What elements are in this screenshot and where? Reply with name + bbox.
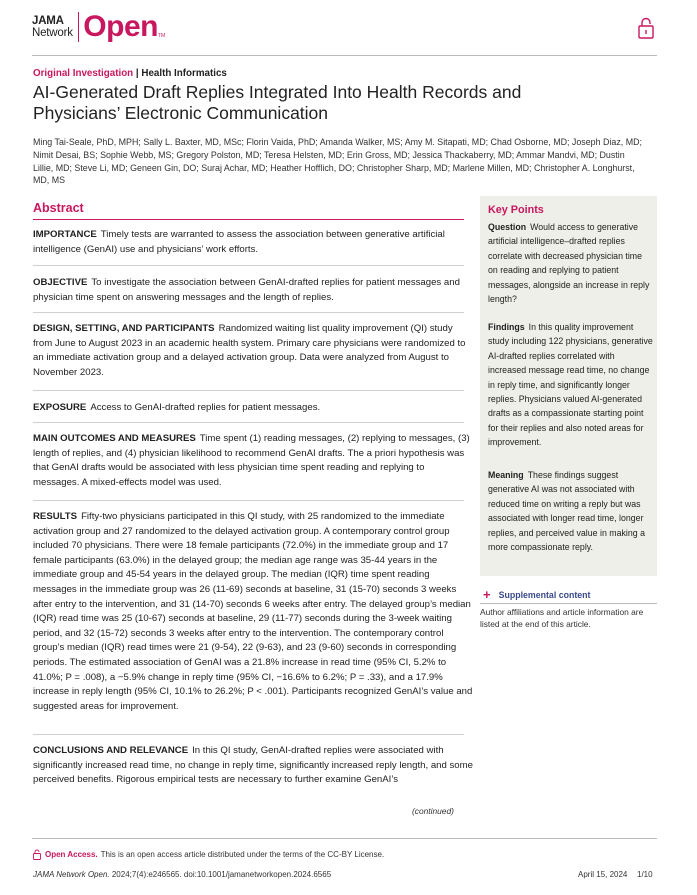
- article-title: AI-Generated Draft Replies Integrated Into Health Records and Physicians’ Electronic Communication: [33, 82, 522, 123]
- affiliations-note: Author affiliations and article information are listed at the end of this article.: [480, 607, 644, 630]
- exposure-text: Access to GenAI-drafted replies for patient messages.: [90, 402, 321, 413]
- abstract-importance: [33, 228, 473, 257]
- conclusions-label: CONCLUSIONS AND RELEVANCE: [33, 745, 189, 756]
- article-topic: Health Informatics: [141, 68, 227, 79]
- key-points-heading: Key Points: [488, 204, 544, 216]
- meaning-label: Meaning: [488, 470, 524, 480]
- importance-text: Timely tests are warranted to assess the association between generative artificial intelligence (GenAI) use and physicians’ work efforts.: [33, 229, 445, 255]
- separator: [33, 500, 464, 501]
- citation-text: 2024;7(4):e246565. doi:10.1001/jamanetworkopen.2024.6565: [111, 870, 332, 879]
- design-text: Randomized waiting list quality improvement (QI) study from June to August 2023 in an academic health system. Primary care physicians were randomized to an immediate activation group and a delayed activation group. Data were analyzed from August to November 2023.: [33, 323, 466, 378]
- logo-divider: [78, 12, 80, 42]
- question-text: Would access to generative artificial intelligence–drafted replies correlate with decreased physician time on reading and replying to patient messages, alongside an increase in reply length?: [488, 222, 650, 305]
- open-access-icon: [33, 849, 41, 860]
- findings-label: Findings: [488, 322, 525, 332]
- citation-line: [33, 870, 331, 879]
- conclusions-text: In this QI study, GenAI-drafted replies were associated with significantly increased read time, no change in reply time, significantly increased reply length, and some perceived benefits. Rigorous empirical tests are necessary to further examine GenAI’s: [33, 745, 473, 786]
- journal-name: JAMA Network Open.: [33, 870, 110, 879]
- page-number: 1/10: [637, 870, 653, 879]
- abstract-design: [33, 322, 473, 380]
- footer-rule: [32, 838, 657, 839]
- logo-open: Open: [83, 10, 158, 43]
- journal-logo: [32, 12, 165, 42]
- abstract-objective: [33, 276, 473, 305]
- logo-jama: JAMA: [32, 15, 64, 27]
- header-rule: [32, 55, 657, 56]
- key-points-question: [488, 220, 653, 306]
- open-access-lock-icon: [638, 17, 654, 39]
- question-label: Question: [488, 222, 527, 232]
- objective-label: OBJECTIVE: [33, 277, 88, 288]
- outcomes-text: Time spent (1) reading messages, (2) replying to messages, (3) length of replies, and (4) physician likelihood to recommend GenAI drafts. The a priori hypothesis was that GenAI drafts would be associated with less physician time spent reading and replying to messages. A mixed-effects model was used.: [33, 433, 470, 488]
- objective-text: To investigate the association between GenAI-drafted replies for patient messages and physician time spent on answering messages and the length of replies.: [33, 277, 460, 303]
- logo-network: Network: [32, 27, 73, 39]
- continued-note: (continued): [412, 806, 454, 816]
- outcomes-label: MAIN OUTCOMES AND MEASURES: [33, 433, 196, 444]
- article-section: [33, 68, 227, 79]
- abstract-conclusions: [33, 744, 473, 788]
- open-access-label: Open Access.: [45, 850, 98, 859]
- logo-trademark: TM: [157, 33, 166, 39]
- supplemental-rule: [480, 603, 657, 604]
- supplemental-content-link[interactable]: [483, 587, 590, 602]
- plus-icon: +: [483, 587, 491, 602]
- results-text: Fifty-two physicians participated in this QI study, with 25 randomized to the immediate activation group and 27 randomized to the delayed activation group. A contemporary control group included 70 physicians. There were 18 female participants (72.0%) in the immediate group and 17 female participants (63.0%) in the delayed group; the median age range was 35-44 years in the immediate group and 45-54 years in the delayed group. The median (IQR) time spent reading messages in the immediate group was 26 (11-69) seconds at baseline, 31 (15-70) seconds 3 weeks after entry to the intervention, and 31 (14-70) seconds 6 weeks after entry. The delayed group’s median (IQR) read time was 25 (10-67) seconds at baseline, 29 (11-77) seconds during the 3-week waiting period, and 32 (15-72) seconds 3 weeks after entry to the intervention. The contemporary control group’s median (IQR) read times were 21 (9-54), 22 (9-63), and 23 (9-60) seconds in corresponding periods. The estimated association of GenAI was a 21.8% increase in read time (95% CI, 5.2% to 41.0%; P = .008), a −5.9% change in reply time (95% CI, −16.6% to 6.2%; P = .33), and a 17.9% increase in reply length (95% CI, 10.1% to 26.2%; P < .001). Participants recognized GenAI’s value and suggested areas for improvement.: [33, 511, 473, 712]
- results-label: RESULTS: [33, 511, 78, 522]
- publication-date: April 15, 2024: [578, 870, 628, 879]
- author-list: Ming Tai-Seale, PhD, MPH; Sally L. Baxter, MD, MSc; Florin Vaida, PhD; Amanda Walker, MS; Amy M. Sitapati, MD; Chad Osborne, MD; Joseph Diaz, MD; Nimit Desai, BS; Sophie Webb, MS; Gregory Polston, MD; Teresa Helsten, MD; Erin Gross, MD; Jessica Thackaberry, MD; Ammar Mandvi, MD; Dustin Lillie, MD; Steve Li, MD; Geneen Gin, DO; Suraj Achar, MD; Heather Hofflich, DO; Christopher Sharp, MD; Marlene Millen, MD; Christopher A. Longhurst, MD, MS: [33, 137, 642, 186]
- importance-label: IMPORTANCE: [33, 229, 97, 240]
- abstract-results: [33, 510, 473, 714]
- separator: [33, 422, 464, 423]
- design-label: DESIGN, SETTING, AND PARTICIPANTS: [33, 323, 215, 334]
- exposure-label: EXPOSURE: [33, 402, 87, 413]
- key-points-meaning: [488, 468, 653, 554]
- separator: [33, 390, 464, 391]
- abstract-outcomes: [33, 432, 473, 490]
- logo-wordmark: [32, 15, 73, 39]
- separator: [33, 265, 464, 266]
- supplemental-label: Supplemental content: [498, 589, 591, 600]
- findings-text: In this quality improvement study including 122 physicians, generative AI-drafted replies correlated with increased message read time, no change in reply time, and significantly longer replies. Physicians valued AI-generated drafts as a compassionate starting point for their replies and also noted areas for improvement.: [488, 322, 653, 448]
- separator: [33, 312, 464, 313]
- open-access-notice: [33, 849, 384, 860]
- abstract-rule: [33, 219, 464, 220]
- meaning-text: These findings suggest generative AI was not associated with reduced time on writing a reply but was associated with longer read time, longer replies, and perceived value in making a more compassionate reply.: [488, 470, 645, 553]
- section-divider: |: [135, 68, 139, 79]
- abstract-exposure: [33, 401, 473, 416]
- key-points-findings: [488, 320, 653, 450]
- separator: [33, 734, 464, 735]
- abstract-heading: Abstract: [33, 201, 84, 215]
- open-access-text: This is an open access article distributed under the terms of the CC-BY License.: [100, 850, 385, 859]
- article-type: Original Investigation: [33, 68, 134, 79]
